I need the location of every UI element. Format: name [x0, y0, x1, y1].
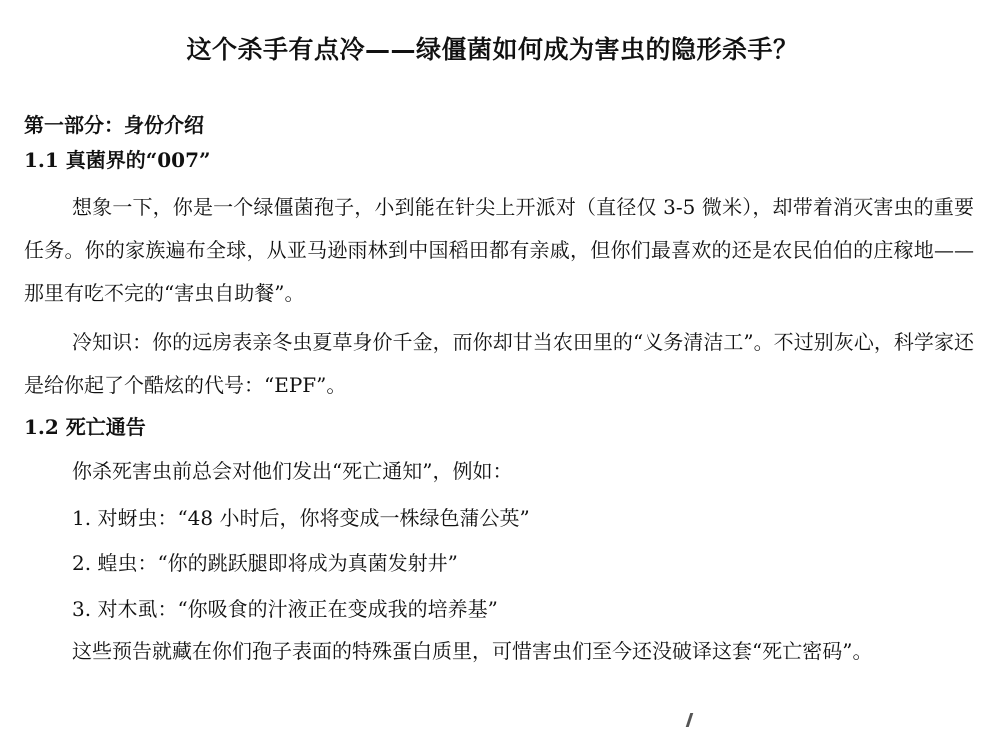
part-heading: 第一部分：身份介绍: [24, 113, 204, 137]
stray-mark: [686, 713, 694, 727]
list-item-psyllid: 3. 对木虱：“你吸食的汁液正在变成我的培养基”: [72, 597, 498, 621]
section-heading-1-1: 1.1 真菌界的“007”: [24, 148, 211, 172]
document-title: 这个杀手有点冷——绿僵菌如何成为害虫的隐形杀手？: [186, 35, 799, 64]
paragraph-spore-intro: 想象一下，你是一个绿僵菌孢子，小到能在针尖上开派对（直径仅 3-5 微米），却带着消灭害虫的重要任务。你的家族遍布全球，从亚马逊雨林到中国稻田都有亲戚，但你们最喜欢的还是农民伯伯的庄稼地——那里有吃不完的“害虫自助餐”。: [24, 195, 974, 305]
death-notice-intro: 你杀死害虫前总会对他们发出“死亡通知”，例如：: [72, 459, 513, 483]
section-heading-1-2: 1.2 死亡通告: [24, 415, 146, 439]
paragraph-fun-fact: 冷知识：你的远房表亲冬虫夏草身价千金，而你却甘当农田里的“义务清洁工”。不过别灰心，科学家还是给你起了个酷炫的代号：“EPF”。: [24, 330, 974, 397]
paragraph-death-code: 这些预告就藏在你们孢子表面的特殊蛋白质里，可惜害虫们至今还没破译这套“死亡密码”。: [72, 639, 873, 663]
list-item-locust: 2. 蝗虫：“你的跳跃腿即将成为真菌发射井”: [72, 551, 458, 575]
list-item-aphid: 1. 对蚜虫：“48 小时后，你将变成一株绿色蒲公英”: [72, 506, 530, 530]
